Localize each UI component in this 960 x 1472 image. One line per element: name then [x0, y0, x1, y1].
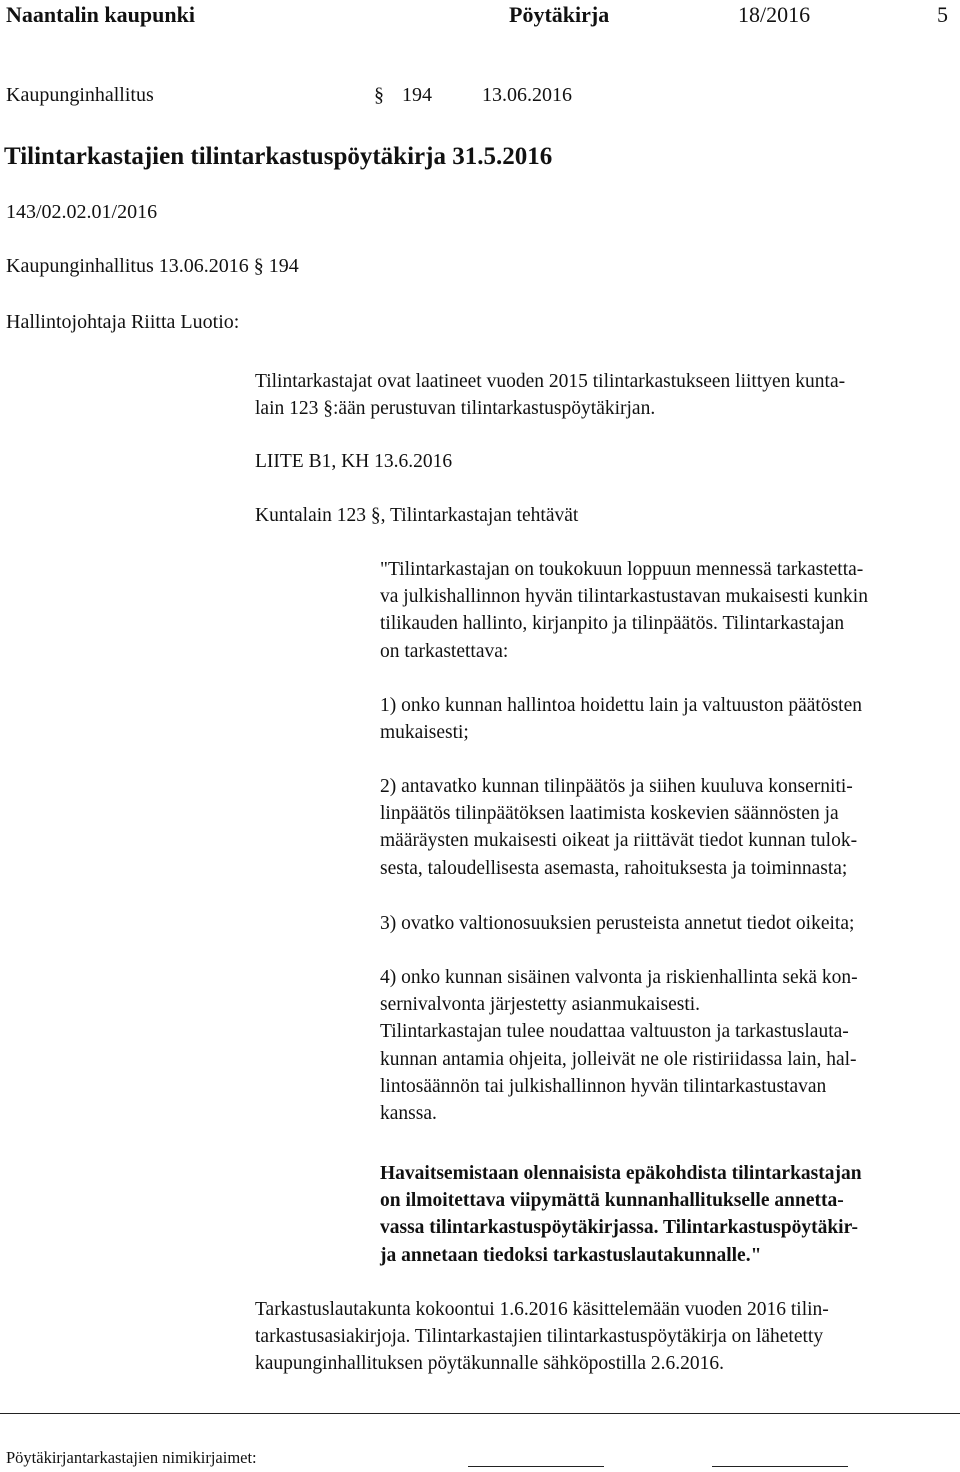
signature-line-2 — [712, 1466, 848, 1467]
diary-number: 143/02.02.01/2016 — [6, 201, 158, 223]
quote-item-3: 3) ovatko valtionosuuksien perusteista annetut tiedot oikeita; — [380, 913, 855, 934]
intro-line-2: lain 123 §:ään perustuvan tilintarkastuspöytäkirjan. — [255, 398, 656, 419]
document-number: 18/2016 — [738, 2, 811, 27]
section-sign-icon: § — [323, 398, 333, 419]
intro-line-1: Tilintarkastajat ovat laatineet vuoden 2015 tilintarkastukseen liittyen kunta- — [255, 371, 846, 392]
law-reference: Kuntalain 123 §, Tilintarkastajan tehtävät — [255, 505, 579, 526]
meeting-date: 13.06.2016 — [482, 84, 572, 106]
quote-item-2: 2) antavatko kunnan tilinpäätös ja siihen kuuluva konserniti- linpäätös tilinpäätöksen laatimista koskevien säännösten ja määräysten mukaisesti oikeat ja riittävät tiedot kunnan tulok- sesta, taloudellisesta asemasta, rahoituksesta ja toiminnasta; — [380, 776, 858, 879]
history-line — [6, 255, 299, 278]
footer-divider — [0, 1413, 960, 1414]
organization-name: Naantalin kaupunki — [6, 2, 195, 27]
page-number: 5 — [937, 2, 948, 27]
document-type: Pöytäkirja — [509, 2, 610, 27]
section-sign-icon: § — [374, 84, 384, 106]
quote-paragraph-1: "Tilintarkastajan on toukokuun loppuun mennessä tarkastetta- va julkishallinnon hyvän tilintarkastustavan mukaisesti kunkin tilikauden hallinto, kirjanpito ja tilinpäätös. Tilintarkastajan on tarkastettava: — [380, 559, 868, 662]
quote-item-1: 1) onko kunnan hallintoa hoidettu lain ja valtuuston päätösten mukaisesti; — [380, 695, 862, 744]
item-title: Tilintarkastajien tilintarkastuspöytäkirja 31.5.2016 — [4, 143, 553, 170]
signature-line-1 — [468, 1466, 604, 1467]
history-body-date: Kaupunginhallitus 13.06.2016 — [6, 255, 249, 277]
closing-paragraph: Tarkastuslautakunta kokoontui 1.6.2016 käsittelemään vuoden 2016 tilin- tarkastusasiakirjoja. Tilintarkastajien tilintarkastuspöytäkirja on lähetetty kaupunginhallituksen pöytäkunnalle sähköpostilla 2.6.2016. — [255, 1299, 829, 1375]
quote-bold-paragraph: Havaitsemistaan olennaisista epäkohdista tilintarkastajan on ilmoitettava viipymättä kunnanhallitukselle annetta- vassa tilintarkastuspöytäkirjassa. Tilintarkastuspöytäkir- ja annetaan tiedoksi tarkastuslautakunnalle." — [380, 1163, 862, 1266]
section-sign-icon: § — [370, 505, 381, 526]
history-section: 194 — [268, 255, 299, 277]
presenter: Hallintojohtaja Riitta Luotio: — [6, 311, 240, 333]
attachment-reference: LIITE B1, KH 13.6.2016 — [255, 451, 453, 472]
meeting-body: Kaupunginhallitus — [6, 84, 154, 106]
section-sign-icon: § — [253, 255, 264, 277]
section-number: 194 — [402, 84, 432, 106]
quote-item-4: 4) onko kunnan sisäinen valvonta ja riskienhallinta sekä kon- sernivalvonta järjestetty asianmukaisesti. Tilintarkastajan tulee noudattaa valtuuston ja tarkastuslauta- kunnan antamia ohjeita, jolleivät ne ole ristiriidassa lain, hal- lintosäännön tai julkishallinnon hyvän tilintarkastustavan kanssa. — [380, 967, 858, 1125]
signatures-label: Pöytäkirjantarkastajien nimikirjaimet: — [6, 1448, 257, 1467]
